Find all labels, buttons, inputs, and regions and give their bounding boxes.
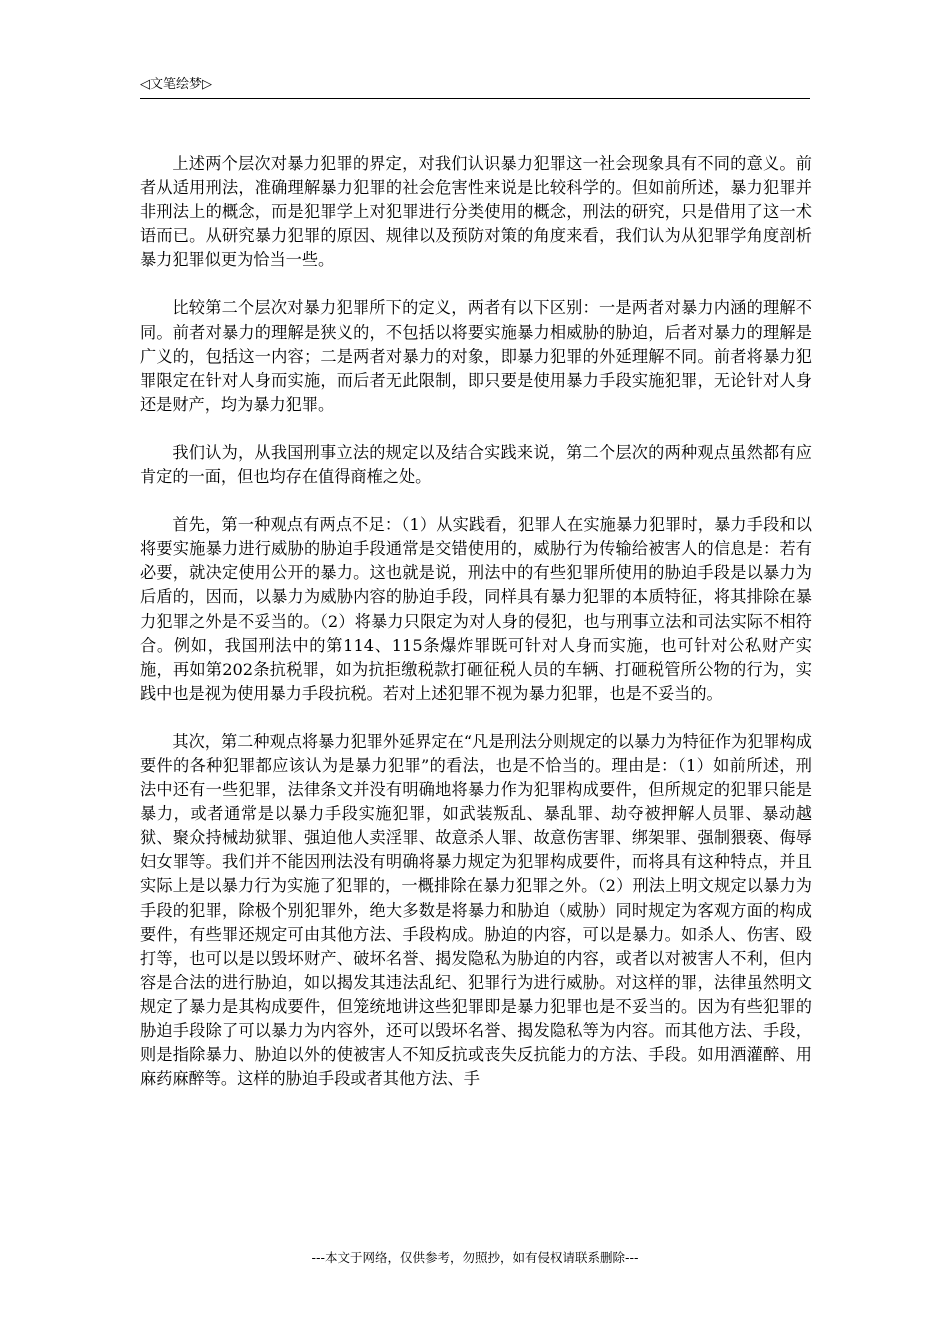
paragraph-4: 首先，第一种观点有两点不足：（1）从实践看，犯罪人在实施暴力犯罪时，暴力手段和以将要实施暴力进行威胁的胁迫手段通常是交错使用的，威胁行为传输给被害人的信息是：若有必要，就决定使用公开的暴力。这也就是说，刑法中的有些犯罪所使用的胁迫手段是以暴力为后盾的，因而，以暴力为威胁内容的胁迫手段，同样具有暴力犯罪的本质特征，将其排除在暴力犯罪之外是不妥当的。（2）将暴力只限定为对人身的侵犯，也与刑事立法和司法实际不相符合。例如，我国刑法中的第114、115条爆炸罪既可针对人身而实施，也可针对公私财产实施，再如第202条抗税罪，如为抗拒缴税款打砸征税人员的车辆、打砸税管所公物的行为，实践中也是视为使用暴力手段抗税。若对上述犯罪不视为暴力犯罪，也是不妥当的。 bbox=[140, 515, 812, 703]
page-header bbox=[140, 76, 810, 99]
paragraph-1: 上述两个层次对暴力犯罪的界定，对我们认识暴力犯罪这一社会现象具有不同的意义。前者从适用刑法，准确理解暴力犯罪的社会危害性来说是比较科学的。但如前所述，暴力犯罪并非刑法上的概念，而是犯罪学上对犯罪进行分类使用的概念，刑法的研究，只是借用了这一术语而已。从研究暴力犯罪的原因、规律以及预防对策的角度来看，我们认为从犯罪学角度剖析暴力犯罪似更为恰当一些。 bbox=[140, 154, 812, 270]
document-body bbox=[140, 152, 812, 1115]
left-triangle-icon: ◁ bbox=[140, 77, 150, 92]
right-triangle-icon: ▷ bbox=[202, 77, 213, 92]
paragraph-3: 我们认为，从我国刑事立法的规定以及结合实践来说，第二个层次的两种观点虽然都有应肯定的一面，但也均存在值得商榷之处。 bbox=[140, 442, 812, 487]
paragraph-5: 其次，第二种观点将暴力犯罪外延界定在“凡是刑法分则规定的以暴力为特征作为犯罪构成要件的各种犯罪都应该认为是暴力犯罪”的看法，也是不恰当的。理由是：（1）如前所述，刑法中还有一些犯罪，法律条文并没有明确地将暴力作为犯罪构成要件，但所规定的犯罪只能是暴力，或者通常是以暴力手段实施犯罪，如武装叛乱、暴乱罪、劫夺被押解人员罪、暴动越狱、聚众持械劫狱罪、强迫他人卖淫罪、故意杀人罪、故意伤害罪、绑架罪、强制猥亵、侮辱妇女罪等。我们并不能因刑法没有明确将暴力规定为犯罪构成要件，而将具有这种特点，并且实际上是以暴力行为实施了犯罪的，一概排除在暴力犯罪之外。（2）刑法上明文规定以暴力为手段的犯罪，除极个别犯罪外，绝大多数是将暴力和胁迫（威胁）同时规定为客观方面的构成要件，有些罪还规定可由其他方法、手段构成。胁迫的内容，可以是暴力。如杀人、伤害、殴打等，也可以是以毁坏财产、破坏名誉、揭发隐私为胁迫的内容，或者以对被害人不利，但内容是合法的进行胁迫，如以揭发其违法乱纪、犯罪行为进行威胁。对这样的罪，法律虽然明文规定了暴力是其构成要件，但笼统地讲这些犯罪即是暴力犯罪也是不妥当的。因为有些犯罪的胁迫手段除了可以暴力为内容外，还可以毁坏名誉、揭发隐私等为内容。而其他方法、手段，则是指除暴力、胁迫以外的使被害人不知反抗或丧失反抗能力的方法、手段。如用酒灌醉、用麻药麻醉等。这样的胁迫手段或者其他方法、手 bbox=[140, 731, 812, 1089]
footer-notice: ---本文于网络，仅供参考，勿照抄，如有侵权请联系删除--- bbox=[311, 1250, 639, 1265]
paragraph-2: 比较第二个层次对暴力犯罪所下的定义，两者有以下区别：一是两者对暴力内涵的理解不同。前者对暴力的理解是狭义的，不包括以将要实施暴力相威胁的胁迫，后者对暴力的理解是广义的，包括这一内容；二是两者对暴力的对象，即暴力犯罪的外延理解不同。前者将暴力犯罪限定在针对人身而实施，而后者无此限制，即只要是使用暴力手段实施犯罪，无论针对人身还是财产，均为暴力犯罪。 bbox=[140, 298, 812, 414]
header-title: 文笔绘梦 bbox=[150, 77, 203, 92]
